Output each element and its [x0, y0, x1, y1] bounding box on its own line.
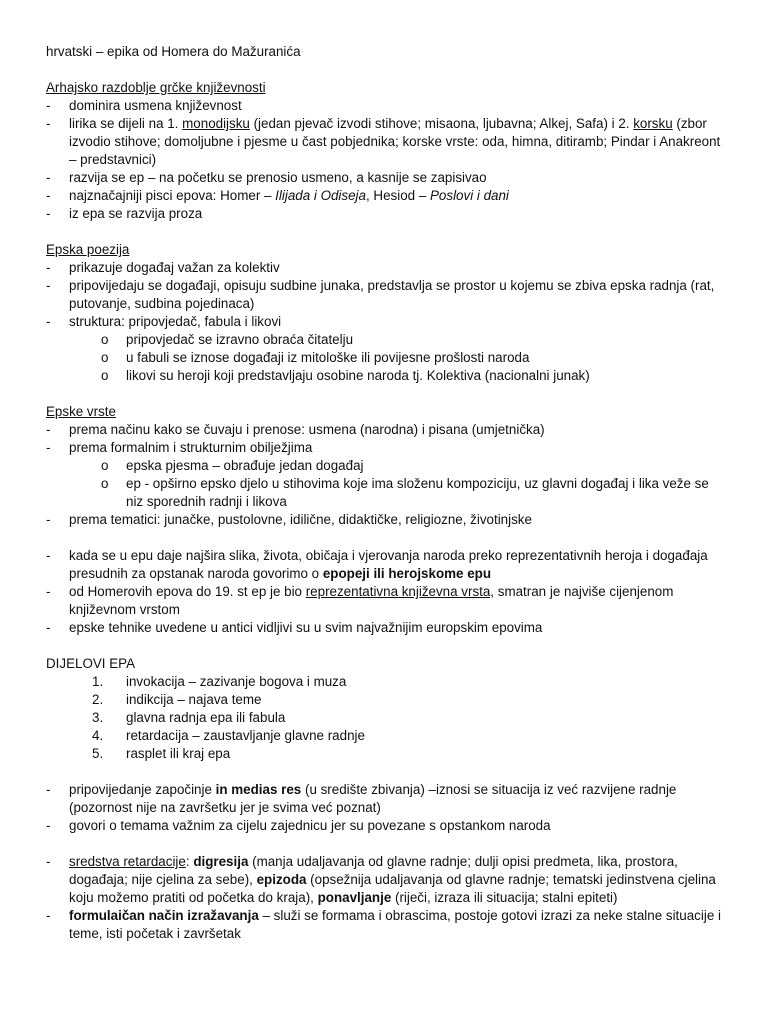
dash-marker: - [46, 584, 51, 599]
numbered-item: 1. invokacija – zazivanje bogova i muza [92, 674, 347, 689]
dash-marker: - [46, 854, 51, 869]
sub-list-item: o epska pjesma – obrađuje jedan događaj [101, 458, 364, 473]
dash-marker: - [46, 782, 51, 797]
list-item: - pripovijedaju se događaji, opisuju sudbine junaka, predstavlja se prostor u kojemu se zbiva epska radnja (rat, putovanje, sudbina pojedinaca) [46, 278, 715, 311]
list-item: - formulaičan način izražavanja – služi se formama i obrascima, postoje gotovi izrazi za neke stalne situacije i teme, isti početak i završetak [46, 908, 721, 941]
sub-list-item: o u fabuli se iznose događaji iz mitološke ili povijesne prošlosti naroda [101, 350, 530, 365]
circle-marker: o [101, 332, 109, 347]
list-item: - struktura: pripovjedač, fabula i likovi [46, 314, 282, 329]
list-item: - prema tematici: junačke, pustolovne, idilične, didaktičke, religiozne, životinjske [46, 512, 532, 527]
dash-marker: - [46, 188, 51, 203]
list-item: - razvija se ep – na početku se prenosio usmeno, a kasnije se zapisivao [46, 170, 487, 185]
sub-list-item: o likovi su heroji koji predstavljaju osobine naroda tj. Kolektiva (nacionalni junak) [101, 368, 590, 383]
dash-marker: - [46, 206, 51, 221]
sub-list-item: o ep - opširno epsko djelo u stihovima koje ima složenu kompoziciju, uz glavni događaj i lika veže se niz sporednih radnji i likova [101, 476, 709, 509]
section-heading-archaic: Arhajsko razdoblje grčke književnosti [46, 80, 266, 95]
dash-marker: - [46, 440, 51, 455]
section-heading-epic-poetry: Epska poezija [46, 242, 130, 257]
dash-marker: - [46, 512, 51, 527]
list-item: - kada se u epu daje najšira slika, života, običaja i vjerovanja naroda preko reprezentativnih heroja i događaja presudnih za opstanak naroda govorimo o epopeji ili herojskome epu [46, 548, 708, 581]
list-item: - govori o temama važnim za cijelu zajednicu jer su povezane s opstankom naroda [46, 818, 551, 833]
dash-marker: - [46, 314, 51, 329]
dash-marker: - [46, 116, 51, 131]
numbered-item: 4. retardacija – zaustavljanje glavne radnje [92, 728, 365, 743]
list-item: - epske tehnike uvedene u antici vidljivi su u svim najvažnijim europskim epovima [46, 620, 543, 635]
dash-marker: - [46, 278, 51, 293]
list-item: - lirika se dijeli na 1. monodijsku (jedan pjevač izvodi stihove; misaona, ljubavna; Alkej, Safa) i 2. korsku (zbor izvodio stihove; domoljubne i pjesme u čast pobjednika; korske vrste: oda, himna, ditiramb; Pindar i Anakreont – predstavnici) [46, 116, 721, 167]
list-item: - dominira usmena književnost [46, 98, 242, 113]
list-item: - prema načinu kako se čuvaju i prenose: usmena (narodna) i pisana (umjetnička) [46, 422, 545, 437]
list-item: - najznačajniji pisci epova: Homer – Ilijada i Odiseja, Hesiod – Poslovi i dani [46, 188, 509, 203]
dash-marker: - [46, 260, 51, 275]
dash-marker: - [46, 98, 51, 113]
sub-list-item: o pripovjedač se izravno obraća čitatelju [101, 332, 354, 347]
dash-marker: - [46, 620, 51, 635]
circle-marker: o [101, 476, 109, 491]
numbered-item: 3. glavna radnja epa ili fabula [92, 710, 286, 725]
section-heading-epic-parts: DIJELOVI EPA [46, 656, 136, 671]
list-item: - pripovijedanje započinje in medias res (u središte zbivanja) –iznosi se situacija iz već razvijene radnje (pozornost nije na završetku jer je svima već poznat) [46, 782, 677, 815]
dash-marker: - [46, 818, 51, 833]
document-body [46, 43, 728, 943]
circle-marker: o [101, 368, 109, 383]
numbered-item: 5. rasplet ili kraj epa [92, 746, 231, 761]
circle-marker: o [101, 350, 109, 365]
document-title: hrvatski – epika od Homera do Mažuranića [46, 44, 301, 59]
dash-marker: - [46, 548, 51, 563]
list-item: - sredstva retardacije: digresija (manja udaljavanja od glavne radnje; dulji opisi predmeta, lika, prostora, događaja; nije cjelina za sebe), epizoda (opsežnija udaljavanja od glavne radnje; tematski jedinstvena cjelina koju možemo pratiti od početka do kraja), ponavljanje (riječi, izraza ili situacija; stalni epiteti) [46, 854, 716, 905]
list-item: - prikazuje događaj važan za kolektiv [46, 260, 280, 275]
list-item: - iz epa se razvija proza [46, 206, 203, 221]
dash-marker: - [46, 908, 51, 923]
dash-marker: - [46, 422, 51, 437]
numbered-item: 2. indikcija – najava teme [92, 692, 262, 707]
list-item: - od Homerovih epova do 19. st ep je bio reprezentativna književna vrsta, smatran je najviše cijenjenom književnom vrstom [46, 584, 674, 617]
dash-marker: - [46, 170, 51, 185]
list-item: - prema formalnim i strukturnim obilježjima [46, 440, 313, 455]
section-heading-epic-genres: Epske vrste [46, 404, 116, 419]
circle-marker: o [101, 458, 109, 473]
